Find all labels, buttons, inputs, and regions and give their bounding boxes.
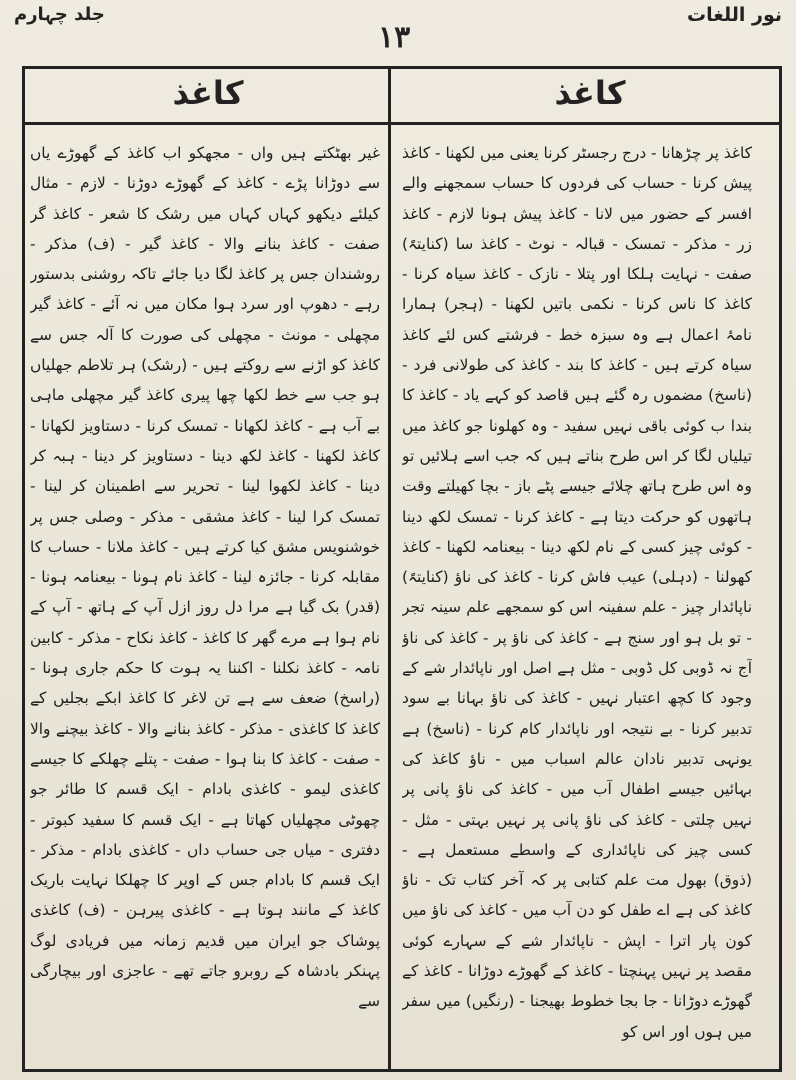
left-column-headword: کاغذ [172, 74, 244, 112]
left-column-text [30, 138, 380, 1064]
column-divider [388, 66, 391, 1072]
right-column-headword: کاغذ [554, 74, 626, 112]
headword-divider [22, 122, 782, 125]
right-column-text [402, 138, 752, 1064]
right-column-paragraph: کاغذ پر چڑھانا - درج رجسٹر کرنا یعنی میں لکھنا - کاغذ پیش کرنا - حساب کی فردوں کا حساب سمجھنے والے افسر کے حضور میں لانا - کاغذ پیش ہونا لازم - کاغذ زر - مذکر - تمسک - قبالہ - نوٹ - کاغذ سا (کنایتہً) صفت - نہایت ہلکا اور پتلا - نازک - کاغذ سیاہ کرنا - کاغذ کا ناس کرنا - نکمی باتیں لکھنا - (ہجر) ہمارا نامۂ اعمال ہے وہ سبزہ خط - فرشتے کس لئے کاغذ سیاہ کرتے ہیں - کاغذ کا بند - کاغذ کی طولانی فرد - (ناسخ) مضموں رہ گئے ہیں قاصد کو کہے یاد - کاغذ کا بندا ب کوئی باقی نہیں سفید - وہ کھلونا جو کاغذ میں تیلیاں لگا کر اس طرح بناتے ہیں کہ جب اسے ہلائیں تو وہ اس طرح ہاتھ چلائے جیسے پٹے باز - بچا کھیلتے وقت ہاتھوں کو حرکت دیتا ہے - کاغذ کرنا - تمسک لکھ دینا - کوئی چیز کسی کے نام لکھ دینا - بیعنامہ لکھنا - کاغذ کھولنا - (دہلی) عیب فاش کرنا - کاغذ کی ناؤ (کنایتہً) ناپائدار چیز - علم سفینہ اس کو سمجھے علم سینہ تجر - تو بل ہو اور سنج ہے - کاغذ کی ناؤ پر - کاغذ کی ناؤ آج نہ ڈوبی کل ڈوبی - مثل ہے اصل اور ناپائدار شے کے وجود کا کچھ اعتبار نہیں - کاغذ کی ناؤ بہانا بے سود تدبیر کرنا - بے نتیجہ اور ناپائدار کام کرنا - (ناسخ) ہے یونہی تدبیر نادان عالم اسباب میں - ناؤ کاغذ کی بہائیں جیسے اطفال آب میں - کاغذ کی ناؤ پانی پر نہیں چلتی - کاغذ کی ناؤ پانی پر نہیں بہتی - مثل - کسی چیز کی ناپائداری کے واسطے مستعمل ہے - (ذوق) بھول مت علم کتابی پر کہ آخر کتاب تک - ناؤ کاغذ کی ہے اے طفل کو دن آب میں - کاغذ کی ناؤ میں کون پار اترا - اپش - ناپائدار شے کے سہارے کوئی مقصد پر نہیں پہنچتا - کاغذ کے گھوڑے دوڑانا - کاغذ کے گھوڑے دوڑانا - جا بجا خطوط بھیجنا - (رنگیں) میں سفر میں ہوں اور اس کو [402, 144, 752, 1041]
volume-label: جلد چہارم [14, 4, 105, 25]
book-title: نور اللغات [687, 4, 782, 26]
left-column-paragraph: غیر بھٹکتے ہیں واں - مجھکو اب کاغذ کے گھوڑے یاں سے دوڑانا پڑے - کاغذ کے گھوڑے دوڑنا - لازم - مثال کیلئے دیکھو کہاں کہاں میں رشک کا شعر - کاغذ گر صفت - کاغذ بنانے والا - کاغذ گیر - (ف) مذکر - روشندان جس پر کاغذ لگا دیا جائے تاکہ روشنی بدستور رہے - دھوپ اور سرد ہوا مکان میں نہ آئے - کاغذ گیر مچھلی - مونث - مچھلی کی صورت کا آلہ جس سے کاغذ کو اڑنے سے روکتے ہیں - (رشک) ہر تلاطم جھلیاں ہو جب سے خط لکھا چھا پیری کاغذ گیر مچھلی ماہی بے آب ہے - کاغذ لکھانا - تمسک کرنا - دستاویز لکھانا - کاغذ لکھنا - کاغذ لکھ دینا - دستاویز کر دینا - ہبہ کر دینا - کاغذ لکھوا لینا - تحریر سے اطمینان کر لینا - تمسک کرا لینا - کاغذ مشقی - مذکر - وصلی جس پر خوشنویس مشق کیا کرتے ہیں - کاغذ ملانا - حساب کا مقابلہ کرنا - جائزہ لینا - کاغذ نام ہونا - بیعنامہ ہونا - (قدر) بک گیا ہے مرا دل روز ازل آپ کے ہاتھ - آپ کے نام ہوا ہے مرے گھر کا کاغذ - کاغذ نکاح - مذکر - کابین نامہ - کاغذ نکلنا - اکننا یہ ہوت کا حکم جاری ہونا - (راسخ) ضعف سے ہے تن لاغر کا کاغذ ابکے بجلیں کے کاغذ کا کاغذی - مذکر - کاغذ بنانے والا - کاغذ بیچنے والا - صفت - کاغذ کا بنا ہوا - صفت - پتلے چھلکے کا جیسے کاغذی لیمو - کاغذی بادام - ایک قسم کا طائر جو چھوٹی مچھلیاں کھاتا ہے - ایک قسم کا سفید کبوتر - دفتری - میاں جی حساب داں - کاغذی بادام - مذکر - ایک قسم کا بادام جس کے اوپر کا چھلکا نہایت باریک کاغذ کے مانند ہوتا ہے - کاغذی پیرہن - (ف) کاغذی پوشاک جو ایران میں قدیم زمانہ میں فریادی لوگ پہنکر بادشاہ کے روبرو جاتے تھے - عاجزی اور بیچارگی سے [30, 144, 380, 1011]
page-number: ۱۳ [378, 20, 411, 55]
